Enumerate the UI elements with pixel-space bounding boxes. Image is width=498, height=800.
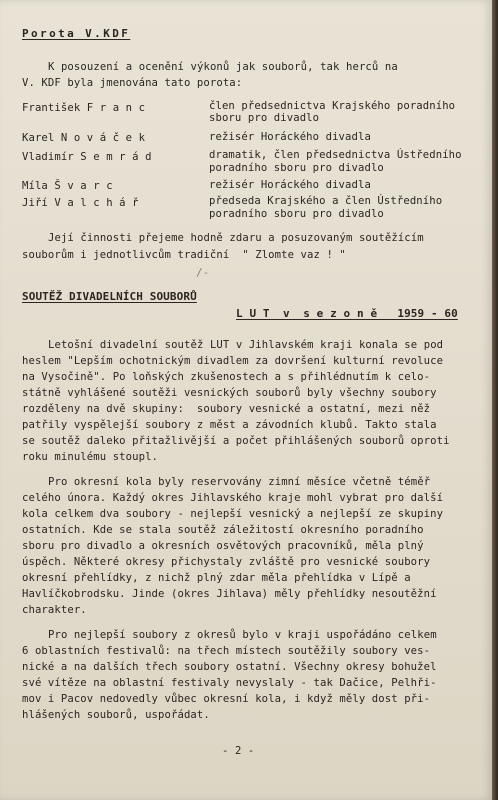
- body-line: 6 oblastních festivalů: na třech místech soutěžily soubory ves-: [22, 645, 431, 657]
- jury-role: poradního sboru pro divadlo: [209, 162, 384, 174]
- jury-role: sboru pro divadlo: [209, 112, 320, 124]
- body-line: patřily vyspělejší soubory z měst a závodních klubů. Takto stala: [22, 419, 437, 431]
- page-edge-shadow: [492, 0, 498, 800]
- body-line: se soutěž daleko přitažlivější a počet přihlášených souborů oproti: [22, 435, 450, 447]
- body-line: heslem "Lepším ochotnickým divadlem za dovršení kulturní revoluce: [22, 355, 444, 367]
- jury-name: Míla Š v a r c: [22, 180, 113, 192]
- body-line: okresní přehlídky, z nichž plný zdar měla přehlídka v Lípě a: [22, 572, 411, 584]
- body-line: roku minulému stoupl.: [22, 451, 159, 463]
- intro-line-2: V. KDF byla jmenována tato porota:: [22, 77, 243, 89]
- body-line: nické a na dalších třech soubory ostatní. Všechny okresy bohužel: [22, 661, 437, 673]
- jury-heading: Porota V.KDF: [22, 27, 131, 40]
- wish-line-2: souborům i jednotlivcům tradiční " Zlomte vaz ! ": [22, 249, 346, 261]
- body-line: rozděleny na dvě skupiny: soubory vesnické a ostatní, mezi něž: [22, 403, 431, 415]
- body-line: Pro nejlepší soubory z okresů bylo v kraji uspořádáno celkem: [48, 629, 437, 641]
- body-line: své vítěze na oblastní festivaly nevyslaly - tak Dačice, Pelhři-: [22, 677, 437, 689]
- body-line: celého února. Každý okres Jihlavského kraje mohl vybrat pro další: [22, 492, 444, 504]
- body-line: státně vyhlášené soutěži vesnických souborů byly všechny soubory: [22, 387, 437, 399]
- body-line: Havlíčkobrodsku. Jinde (okres Jihlava) měly přehlídky nesoutěžní: [22, 588, 437, 600]
- body-line: charakter.: [22, 604, 87, 616]
- competition-season-heading: L U T v s e z o n ě 1959 - 60: [236, 307, 458, 320]
- jury-role: režisér Horáckého divadla: [209, 131, 371, 143]
- ink-mark: /-: [196, 266, 210, 279]
- body-line: sboru pro divadlo a okresních osvětových pracovníků, měla plný: [22, 540, 424, 552]
- body-line: úspěch. Některé okresy přichystaly zvláště pro vesnické soubory: [22, 556, 431, 568]
- body-line: mov i Pacov nedovedly vůbec okresní kola, i když měly dost při-: [22, 693, 431, 705]
- jury-role: poradního sboru pro divadlo: [209, 208, 384, 220]
- jury-role: režisér Horáckého divadla: [209, 179, 371, 191]
- body-line: Pro okresní kola byly reservovány zimní měsíce včetně téměř: [48, 476, 431, 488]
- body-line: kola celkem dva soubory - nejlepší vesnický a nejlepší ze skupiny: [22, 508, 444, 520]
- jury-role: předseda Krajského a člen Ústředního: [209, 195, 443, 207]
- body-line: hlášených souborů, uspořádat.: [22, 709, 210, 721]
- intro-line-1: K posouzení a ocenění výkonů jak souborů, tak herců na: [48, 61, 398, 73]
- page-number: - 2 -: [222, 745, 255, 757]
- jury-name: Jiří V a l c h á ř: [22, 197, 139, 209]
- body-line: ostatních. Kde se stala soutěž záležitostí okresního poradního: [22, 524, 424, 536]
- jury-role: dramatik, člen předsednictva Ústředního: [209, 149, 462, 161]
- jury-name: Vladimír S e m r á d: [22, 151, 152, 163]
- wish-line-1: Její činnosti přejeme hodně zdaru a posuzovaným soutěžícím: [48, 232, 424, 244]
- jury-name: František F r a n c: [22, 102, 146, 114]
- body-line: Letošní divadelní soutěž LUT v Jihlavském kraji konala se pod: [48, 339, 444, 351]
- competition-heading: SOUTĚŽ DIVADELNÍCH SOUBORŮ: [22, 290, 197, 303]
- jury-role: člen předsednictva Krajského poradního: [209, 100, 456, 112]
- jury-name: Karel N o v á č e k: [22, 132, 146, 144]
- body-line: na Vysočině". Po loňských zkušenostech a s přihlédnutím k celo-: [22, 371, 431, 383]
